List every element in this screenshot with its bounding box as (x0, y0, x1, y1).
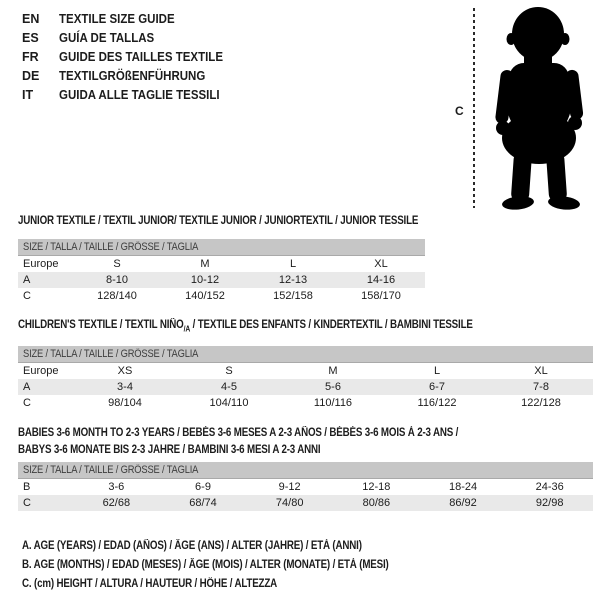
table-row (18, 363, 593, 379)
row-label: Europe (23, 365, 59, 377)
table-row (18, 379, 593, 395)
age-cell: 6-7 (429, 381, 445, 393)
age-cell: 3-6 (108, 481, 125, 493)
row-label: B (23, 481, 31, 493)
height-measure-figure (0, 0, 600, 215)
height-cell: 110/116 (313, 397, 353, 409)
height-cell: 116/122 (417, 397, 457, 409)
age-cell: 9-12 (278, 481, 301, 493)
age-cell: 10-12 (190, 274, 220, 286)
size-cell: XL (374, 258, 388, 270)
size-cell: L (433, 365, 441, 377)
legend-line-c: C. (cm) HEIGHT / ALTURA / HAUTEUR / HÖHE / ALTEZZA (22, 578, 278, 590)
language-code: ES (22, 30, 39, 45)
language-code: DE (22, 68, 40, 83)
table-row (18, 272, 425, 288)
language-label: GUÍA DE TALLAS (59, 30, 155, 45)
age-cell: 8-10 (105, 274, 129, 286)
language-label: GUIDA ALLE TAGLIE TESSILI (59, 87, 220, 102)
table-row (18, 479, 593, 495)
babies-size-section (18, 425, 593, 511)
row-label: Europe (23, 258, 59, 270)
table-row (18, 495, 593, 511)
age-cell: 12-18 (362, 481, 391, 493)
height-cell: 122/128 (521, 397, 561, 409)
table-row (18, 395, 593, 411)
language-label: TEXTILGRÖßENFÜHRUNG (59, 68, 206, 83)
size-header-bar: SIZE / TALLA / TAILLE / GRÖSSE / TAGLIA (18, 346, 593, 363)
children-size-section (18, 319, 593, 411)
language-label: GUIDE DES TAILLES TEXTILE (59, 49, 224, 64)
age-cell: 3-4 (117, 381, 133, 393)
section-title: JUNIOR TEXTILE / TEXTIL JUNIOR/ TEXTILE JUNIOR / JUNIORTEXTIL / JUNIOR TESSILE (18, 215, 419, 227)
age-cell: 5-6 (325, 381, 341, 393)
height-cell: 68/74 (189, 497, 217, 509)
size-cell: S (113, 258, 121, 270)
row-label: C (23, 497, 31, 509)
height-cell: 98/104 (108, 397, 142, 409)
title-subscript: /A (183, 324, 191, 334)
height-cell: 128/140 (97, 290, 137, 302)
height-cell: 74/80 (275, 497, 304, 509)
section-title: BABIES 3-6 MONTH TO 2-3 YEARS / BEBÉS 3-6 MESES A 2-3 AÑOS / BÉBÉS 3-6 MOIS À 2-3 ANS / BABYS 3-6 MONATE BIS 2-3 JAHRE / BAMBINI 3-6 MESI A 2-3 ANNI (18, 427, 459, 456)
size-cell: XS (117, 365, 133, 377)
language-label: TEXTILE SIZE GUIDE (59, 11, 175, 26)
table-row (18, 256, 425, 272)
size-cell: S (225, 365, 233, 377)
age-cell: 14-16 (366, 274, 396, 286)
legend (22, 537, 453, 594)
row-label: C (23, 397, 31, 409)
row-label: A (23, 381, 31, 393)
height-cell: 158/170 (361, 290, 401, 302)
size-header-bar: SIZE / TALLA / TAILLE / GRÖSSE / TAGLIA (18, 239, 425, 256)
row-label: C (23, 290, 31, 302)
height-cell: 152/158 (273, 290, 313, 302)
height-dashed-line (473, 8, 475, 208)
size-cell: M (328, 365, 338, 377)
height-cell: 86/92 (449, 497, 477, 509)
age-cell: 6-9 (195, 481, 211, 493)
age-cell: 18-24 (448, 481, 478, 493)
table-row (18, 288, 425, 304)
age-cell: 24-36 (535, 481, 564, 493)
height-cell: 62/68 (102, 497, 131, 509)
height-cell: 80/86 (362, 497, 391, 509)
language-code: EN (22, 11, 40, 26)
size-cell: M (200, 258, 210, 270)
baby-silhouette-icon (482, 4, 598, 210)
legend-line-b: B. AGE (MONTHS) / EDAD (MESES) / ÂGE (MOIS) / ALTER (MONATE) / ETÀ (MESI) (22, 559, 389, 571)
section-title: CHILDREN'S TEXTILE / TEXTIL $NIÑO_{/A}$ / TEXTILE DES ENFANTS / KINDERTEXTIL / BAMBINI TESSILE (18, 319, 473, 334)
language-code: FR (22, 49, 39, 64)
height-measure-label: C (455, 104, 464, 118)
size-cell: L (289, 258, 297, 270)
age-cell: 12-13 (278, 274, 308, 286)
size-header-bar: SIZE / TALLA / TAILLE / GRÖSSE / TAGLIA (18, 462, 593, 479)
junior-size-section (18, 215, 425, 304)
size-cell: XL (534, 365, 548, 377)
height-cell: 92/98 (535, 497, 564, 509)
height-cell: 140/152 (185, 290, 225, 302)
row-label: A (23, 274, 31, 286)
age-cell: 4-5 (221, 381, 237, 393)
legend-line-a: A. AGE (YEARS) / EDAD (AÑOS) / ÂGE (ANS) / ALTER (JAHRE) / ETÀ (ANNI) (22, 540, 362, 552)
age-cell: 7-8 (533, 381, 549, 393)
height-cell: 104/110 (209, 397, 249, 409)
language-code: IT (22, 87, 34, 102)
